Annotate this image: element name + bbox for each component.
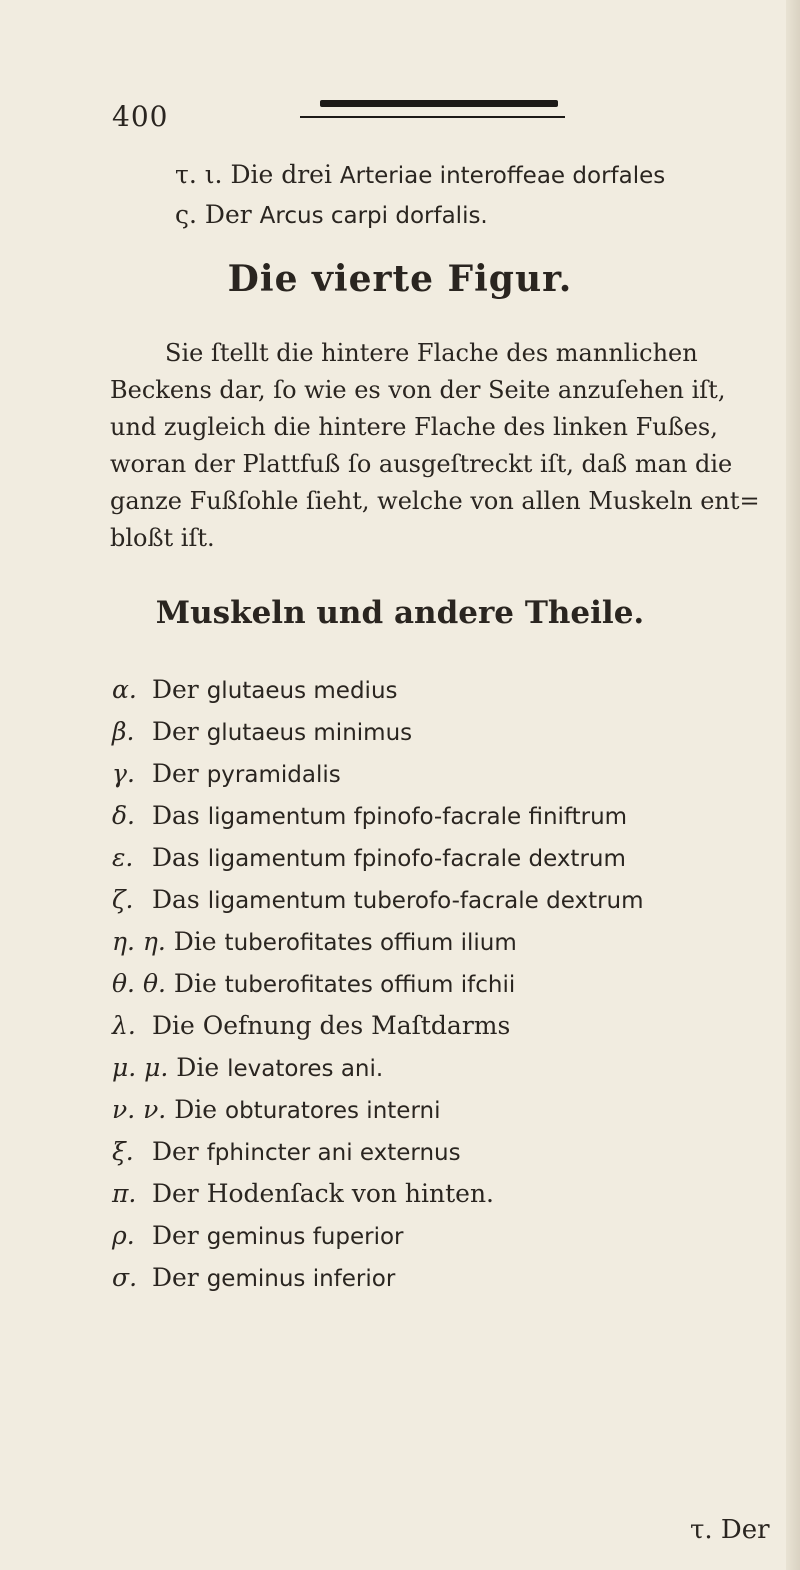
list-item bbox=[112, 885, 644, 914]
paragraph-line: Sie ſtellt die hintere Flache des mannlichen bbox=[165, 339, 698, 367]
item-label: β. bbox=[112, 717, 135, 746]
paragraph-line: bloßt iſt. bbox=[110, 524, 215, 552]
intro-item bbox=[175, 160, 665, 191]
header-rule bbox=[320, 100, 558, 107]
item-german: Die bbox=[176, 1053, 220, 1082]
list-item bbox=[112, 759, 341, 788]
item-german: Die bbox=[174, 1095, 218, 1124]
item-german: Das bbox=[151, 843, 200, 872]
item-latin: tuberofitates offium ifchii bbox=[224, 972, 516, 998]
catchword: τ. Der bbox=[690, 1515, 770, 1545]
paragraph-line: und zugleich die hintere Flache des linken Fußes, bbox=[110, 413, 718, 441]
section-title: Die vierte Figur. bbox=[227, 258, 573, 300]
item-german: Der bbox=[204, 200, 252, 229]
section-subtitle: Muskeln und andere Theile. bbox=[155, 595, 645, 631]
section-paragraph bbox=[110, 335, 760, 557]
item-latin: ligamentum tuberofo-facrale dextrum bbox=[207, 888, 644, 914]
item-latin: pyramidalis bbox=[206, 762, 341, 788]
list-item bbox=[112, 1137, 461, 1166]
list-item bbox=[112, 801, 627, 830]
item-german: Der bbox=[151, 759, 199, 788]
item-label: σ. bbox=[112, 1263, 138, 1292]
list-item bbox=[112, 1221, 404, 1250]
item-latin: ligamentum fpinofo-facrale finiftrum bbox=[207, 804, 628, 830]
paragraph-line: ganze Fußſohle ſieht, welche von allen Muskeln ent= bbox=[110, 487, 760, 515]
item-label: τ. ι. bbox=[175, 160, 223, 189]
paragraph-line: woran der Plattfuß ſo ausgeſtreckt iſt, daß man die bbox=[110, 450, 733, 478]
item-latin: geminus inferior bbox=[206, 1266, 396, 1292]
item-label: δ. bbox=[112, 801, 135, 830]
item-label: ς. bbox=[175, 200, 197, 229]
item-latin: glutaeus medius bbox=[206, 678, 398, 704]
list-item bbox=[112, 1263, 395, 1292]
paragraph-line: Beckens dar, ſo wie es von der Seite anzuſehen iſt, bbox=[110, 376, 726, 404]
item-label: ζ. bbox=[112, 885, 134, 914]
list-item bbox=[112, 717, 412, 746]
list-item bbox=[112, 675, 398, 704]
list-item bbox=[112, 1053, 383, 1082]
intro-item bbox=[175, 200, 488, 231]
item-latin: Arteriae interoffeae dorfales bbox=[339, 163, 666, 189]
header-rule-thin bbox=[300, 116, 565, 118]
list-item bbox=[112, 969, 515, 998]
item-german: Die bbox=[173, 927, 217, 956]
item-german: Der bbox=[151, 675, 199, 704]
item-german: Die drei bbox=[230, 160, 332, 189]
item-german: Die bbox=[173, 969, 217, 998]
list-item bbox=[112, 927, 517, 956]
list-item bbox=[112, 843, 626, 872]
item-latin: obturatores interni bbox=[225, 1098, 441, 1124]
item-latin: levatores ani. bbox=[227, 1056, 384, 1082]
item-german: Der bbox=[151, 1263, 199, 1292]
item-german: Der bbox=[151, 717, 199, 746]
item-latin: glutaeus minimus bbox=[206, 720, 413, 746]
item-label: λ. bbox=[112, 1011, 136, 1040]
item-latin: ligamentum fpinofo-facrale dextrum bbox=[207, 846, 626, 872]
item-label: μ. μ. bbox=[112, 1053, 169, 1082]
item-label: ξ. bbox=[112, 1137, 134, 1166]
item-label: ν. ν. bbox=[112, 1095, 167, 1124]
list-item bbox=[112, 1011, 510, 1040]
item-german: Der Hodenſack von hinten. bbox=[151, 1179, 495, 1208]
item-latin: geminus fuperior bbox=[206, 1224, 404, 1250]
item-latin: Arcus carpi dorfalis. bbox=[259, 203, 488, 229]
item-label: π. bbox=[112, 1179, 137, 1208]
item-label: ε. bbox=[112, 843, 134, 872]
item-german: Das bbox=[151, 801, 200, 830]
item-german: Das bbox=[151, 885, 200, 914]
item-label: ρ. bbox=[112, 1221, 135, 1250]
list-item bbox=[112, 1095, 440, 1124]
item-german: Der bbox=[151, 1221, 199, 1250]
page-edge bbox=[786, 0, 800, 1570]
item-german: Die Oefnung des Maſtdarms bbox=[151, 1011, 511, 1040]
item-label: γ. bbox=[112, 759, 135, 788]
item-label: η. η. bbox=[112, 927, 166, 956]
list-item bbox=[112, 1179, 494, 1208]
page-number: 400 bbox=[112, 100, 169, 133]
item-latin: fphincter ani externus bbox=[206, 1140, 461, 1166]
item-label: θ. θ. bbox=[112, 969, 166, 998]
item-german: Der bbox=[151, 1137, 199, 1166]
item-latin: tuberofitates offium ilium bbox=[224, 930, 517, 956]
item-label: α. bbox=[112, 675, 137, 704]
